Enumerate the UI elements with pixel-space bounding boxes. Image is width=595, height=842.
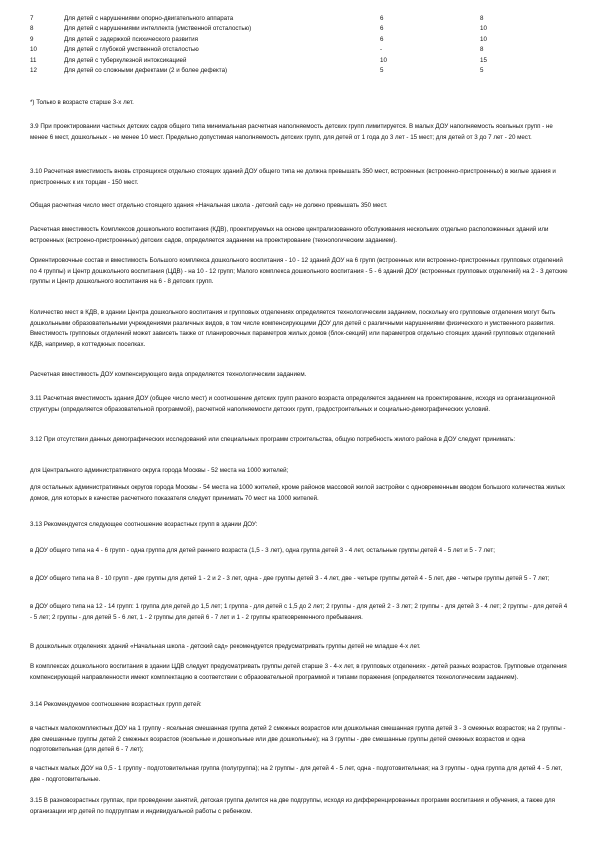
table-row bbox=[30, 66, 540, 76]
special-groups-table bbox=[30, 14, 540, 76]
paragraph-3-10: 3.10 Расчетная вместимость вновь строящихся отдельно стоящих зданий ДОУ общего типа не должна превышать 350 мест, встроенных (встроенно-пристроенных) в жилые здания и пристроенных к их торцам - 150 мест. bbox=[30, 168, 556, 186]
paragraph-preschool-departments: В дошкольных отделениях зданий «Начальная школа - детский сад» рекомендуется предусматривать группы детей не младше 4-х лет. bbox=[30, 643, 421, 650]
table-row bbox=[30, 24, 540, 34]
row-value-a: 6 bbox=[380, 15, 384, 22]
table-row bbox=[30, 56, 540, 66]
paragraph-ratio-12-14: в ДОУ общего типа на 12 - 14 групп: 1 группа для детей до 1,5 лет; 1 группа - для детей с 1,5 до 2 лет; 2 группы - для детей 2 - 3 лет; 2 группы - для детей 3 - 4 лет; 2 группы - для детей 4 - 5 лет; 2 группы - для детей 5 - 6 лет, 1 - 2 группы для детей 6 - 7 лет и 1 - 2 группы кратковременного пребывания. bbox=[30, 603, 568, 621]
row-number: 10 bbox=[30, 46, 37, 54]
row-description: Для детей с задержкой психического развития bbox=[64, 35, 198, 43]
row-number: 11 bbox=[30, 56, 37, 64]
paragraph-ratio-8-10: в ДОУ общего типа на 8 - 10 групп - две группы для детей 1 - 2 и 2 - 3 лет, одна - две группы детей 3 - 4 лет, две - четыре группы детей 4 - 5 лет, две - четыре группы детей 5 - 7 лет; bbox=[30, 575, 550, 582]
paragraph-3-14: 3.14 Рекомендуемое соотношение возрастных групп детей: bbox=[30, 701, 202, 708]
row-value-b: 10 bbox=[480, 35, 487, 43]
paragraph-3-13: 3.13 Рекомендуется следующее соотношение возрастных групп в здании ДОУ: bbox=[30, 521, 258, 528]
row-description: Для детей с нарушениями опорно-двигательного аппарата bbox=[64, 15, 234, 22]
paragraph-kdv-places: Количество мест в КДВ, в здании Центра дошкольного воспитания и групповых отделениях определяется технологическим заданием, поскольку его групповые отделения могут быть дошкольными образовательными учреждениями различных видов, в том числе компенсирующими ДОУ для детей с различными нарушениями физического и умственного развития. Вместимость групповых отделений может зависеть также от планировочных параметров жилых домов (блок-секций) или параметров отдельно стоящих зданий групповых отделений КДВ, например, в коттеджных поселках. bbox=[30, 309, 556, 348]
row-value-a: - bbox=[380, 46, 383, 54]
row-description: Для детей с глубокой умственной отсталостью bbox=[64, 46, 199, 54]
row-description: Для детей с туберкулезной интоксикацией bbox=[64, 56, 187, 64]
paragraph-kdv-composition: Ориентировочные состав и вместимость Большого комплекса дошкольного воспитания - 10 - 12 зданий ДОУ на 6 групп (встроенных или встроенно-пристроенных групповых отделений по 4 группы) и Центр дошкольного воспитания (ЦДВ) - на 10 - 12 групп; Малого комплекса дошкольного воспитания - 5 - 6 зданий ДОУ (встроенных групповых отделений) на 2 - 3 детские группы и Центр дошкольного воспитания на 6 - 8 детских групп. bbox=[30, 257, 568, 286]
row-value-b: 8 bbox=[480, 15, 484, 22]
table-row bbox=[30, 45, 540, 55]
row-description: Для детей с нарушениями интеллекта (умственной отсталостью) bbox=[64, 25, 252, 33]
paragraph-3-12: 3.12 При отсутствии данных демографических исследований или специальных программ строительства, общую потребность жилого района в ДОУ следует принимать: bbox=[30, 436, 516, 443]
row-value-b: 8 bbox=[480, 46, 484, 54]
row-value-b: 10 bbox=[480, 25, 487, 33]
paragraph-central-district: для Центрального административного округа города Москвы - 52 места на 1000 жителей; bbox=[30, 467, 289, 474]
row-value-a: 10 bbox=[380, 56, 387, 64]
row-value-b: 15 bbox=[480, 56, 487, 64]
table-footnote: *) Только в возрасте старше 3-х лет. bbox=[30, 99, 134, 106]
table-row bbox=[30, 35, 540, 45]
paragraph-school-kindergarten: Общая расчетная число мест отдельно стоящего здания «Начальная школа - детский сад» не должно превышать 350 мест. bbox=[30, 202, 388, 209]
row-value-a: 6 bbox=[380, 35, 384, 43]
row-number: 8 bbox=[30, 25, 34, 33]
paragraph-private-small: в частных малых ДОУ на 0,5 - 1 группу - подготовительная группа (полугруппа); на 2 группы - для детей 4 - 5 лет, одна - подготовительная; на 3 группы - одна группа для детей 4 - 5 лет, две - подготовительные. bbox=[30, 765, 563, 783]
row-description: Для детей со сложными дефектами (2 и более дефекта) bbox=[64, 66, 228, 74]
row-value-a: 5 bbox=[380, 66, 384, 74]
paragraph-small-private: в частных малокомплектных ДОУ на 1 группу - ясельная смешанная группа детей 2 смежных возрастов или дошкольная смешанная группа детей 3 - 3 смежных возрастов; на 2 группы - две смешанные группы детей 2 смежных возрастов (ясельные и дошкольные или две дошкольные); на 3 группы - две смешанные группы детей смежных возрастов и одна подготовительная (для детей 6 - 7 лет); bbox=[30, 725, 566, 754]
paragraph-3-11: 3.11 Расчетная вместимость здания ДОУ (общее число мест) и соотношение детских групп разного возраста определяется заданием на проектирование, исходя из организационной структуры (определяется образовательной программой), расчетной наполняемости детских групп, градостроительных и социально-демографических условий. bbox=[30, 395, 555, 413]
paragraph-3-9: 3.9 При проектировании частных детских садов общего типа минимальная расчетная наполняемость детских групп лимитируется. В малых ДОУ наполняемость ясельных групп - не менее 6 мест, дошкольных - не менее 10 мест. Предельно допустимая наполняемость детских групп, для детей от 1 года до 3 лет - 15 мест; для детей от 3 до 7 лет - 20 мест. bbox=[30, 123, 553, 141]
row-value-b: 5 bbox=[480, 66, 484, 74]
row-number: 12 bbox=[30, 66, 37, 74]
row-value-a: 6 bbox=[380, 25, 384, 33]
paragraph-compensating-capacity: Расчетная вместимость ДОУ компенсирующего вида определяется технологическим заданием. bbox=[30, 371, 307, 378]
paragraph-3-15: 3.15 В разновозрастных группах, при проведении занятий, детская группа делится на две подгруппы, исходя из дифференцированных программ воспитания и обучения, а также для организации игр детей по подгруппам и индивидуальной работы с ребенком. bbox=[30, 797, 555, 815]
paragraph-cdv-groups: В комплексах дошкольного воспитания в здании ЦДВ следует предусматривать группы детей старше 3 - 4-х лет, в групповых отделениях - детей разных возрастов. Групповые отделения компенсирующей направленности имеют комплектацию в соответствии с образовательной программой и типами поражения (определяется технологическим заданием). bbox=[30, 663, 567, 681]
row-number: 9 bbox=[30, 35, 34, 43]
row-number: 7 bbox=[30, 15, 34, 22]
table-row bbox=[30, 14, 540, 24]
paragraph-other-districts: для остальных административных округов города Москвы - 54 места на 1000 жителей, кроме районов массовой жилой застройки с одновременным вводом большого количества жилых домов, для которых в качестве расчетного показателя следует принимать 70 мест на 1000 жителей. bbox=[30, 484, 565, 502]
paragraph-ratio-4-6: в ДОУ общего типа на 4 - 6 групп - одна группа для детей раннего возраста (1,5 - 3 лет), одна группа детей 3 - 4 лет, остальные группы детей 4 - 5 лет и 5 - 7 лет; bbox=[30, 547, 495, 554]
paragraph-kdv-capacity: Расчетная вместимость Комплексов дошкольного воспитания (КДВ), проектируемых на основе централизованного обслуживания нескольких отдельно расположенных зданий или встроенных (встроено-пристроенных) детских садов, определяется заданием на проектирование (технологическим заданием). bbox=[30, 226, 549, 244]
